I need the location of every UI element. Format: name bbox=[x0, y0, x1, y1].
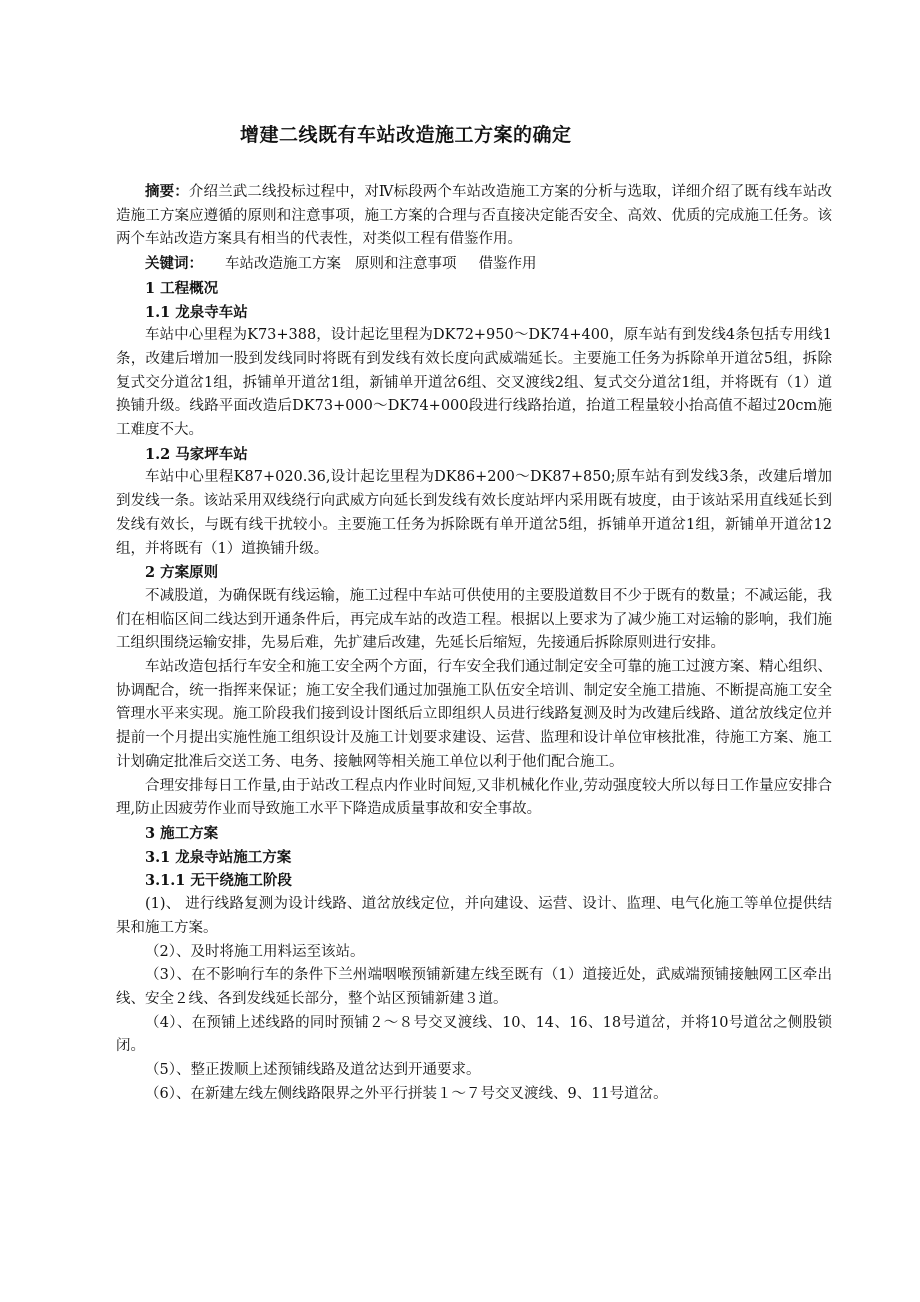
list-item: （3）、在不影响行车的条件下兰州端咽喉预铺新建左线至既有（1）道接近处，武威端预铺接触网工区牵出线、安全２线、各到发线延长部分，整个站区预铺新建３道。 bbox=[116, 967, 832, 1007]
section-heading-3-1: 3.1 龙泉寺站施工方案 bbox=[145, 848, 292, 866]
abstract-text: 介绍兰武二线投标过程中，对Ⅳ标段两个车站改造施工方案的分析与选取，详细介绍了既有线车站改造施工方案应遵循的原则和注意事项，施工方案的合理与否直接决定能否安全、高效、优质的完成施工任务。该两个车站改造方案具有相当的代表性，对类似工程有借鉴作用。 bbox=[116, 184, 833, 248]
paragraph: 车站改造包括行车安全和施工安全两个方面，行车安全我们通过制定安全可靠的施工过渡方案、精心组织、协调配合，统一指挥来保证；施工安全我们通过加强施工队伍安全培训、制定安全施工措施、不断提高施工安全管理水平来实现。施工阶段我们接到设计图纸后立即组织人员进行线路复测及时为改建后线路、道岔放线定位并提前一个月提出实施性施工组织设计及施工计划要求建设、运营、监理和设计单位审核批准，待施工方案、施工计划确定批准后交送工务、电务、接触网等相关施工单位以利于他们配合施工。 bbox=[116, 659, 832, 770]
document-title: 增建二线既有车站改造施工方案的确定 bbox=[240, 124, 572, 146]
document-body bbox=[116, 180, 832, 1106]
section-heading-1-1: 1.1 龙泉寺车站 bbox=[145, 303, 248, 321]
paragraph: 车站中心里程K87+020.36,设计起讫里程为DK86+200～DK87+850;原车站有到发线3条，改建后增加到发线一条。该站采用双线绕行向武威方向延长到发线有效长度站坪内采用既有坡度，由于该站采用直线延长到发线有效长，与既有线干扰较小。主要施工任务为拆除既有单开道岔5组，拆铺单开道岔1组，新铺单开道岔12组，并将既有（1）道换铺升级。 bbox=[116, 469, 832, 557]
section-heading-1-2: 1.2 马家坪车站 bbox=[145, 445, 248, 463]
list-item: （4）、在预铺上述线路的同时预铺２～８号交叉渡线、10、14、16、18号道岔，并将10号道岔之侧股锁闭。 bbox=[116, 1014, 832, 1055]
section-heading-1: 1 工程概况 bbox=[145, 279, 219, 297]
list-item: （5）、整正拨顺上述预铺线路及道岔达到开通要求。 bbox=[145, 1062, 481, 1079]
paragraph: 车站中心里程为K73+388，设计起讫里程为DK72+950～DK74+400，原车站有到发线4条包括专用线1条，改建后增加一股到发线同时将既有到发线有效长度向武威端延长。主要施工任务为拆除单开道岔5组，拆除复式交分道岔1组，拆铺单开道岔1组，新铺单开道岔6组、交叉渡线2组、复式交分道岔1组，并将既有（1）道换铺升级。线路平面改造后DK73+000～DK74+000段进行线路抬道，抬道工程量较小抬高值不超过20cm施工难度不大。 bbox=[116, 327, 832, 439]
section-heading-3: 3 施工方案 bbox=[145, 824, 219, 842]
section-heading-2: 2 方案原则 bbox=[145, 564, 219, 582]
keywords bbox=[116, 252, 832, 277]
keyword-item: 借鉴作用 bbox=[478, 256, 537, 273]
list-item: （6）、在新建左线左侧线路限界之外平行拼装１～７号交叉渡线、9、11号道岔。 bbox=[145, 1085, 668, 1102]
list-item: (1)、 进行线路复测为设计线路、道岔放线定位，并向建设、运营、设计、监理、电气化施工等单位提供结果和施工方案。 bbox=[116, 896, 832, 936]
section-heading-3-1-1: 3.1.1 无干绕施工阶段 bbox=[145, 872, 292, 890]
keyword-item: 原则和注意事项 bbox=[355, 256, 457, 273]
abstract-label: 摘要： bbox=[145, 183, 189, 200]
keyword-item: 车站改造施工方案 bbox=[225, 256, 341, 273]
abstract bbox=[116, 180, 832, 252]
paragraph: 不减股道，为确保既有线运输，施工过程中车站可供使用的主要股道数目不少于既有的数量；不减运能，我们在相临区间二线达到开通条件后，再完成车站的改造工程。根据以上要求为了减少施工对运输的影响，我们施工组织围绕运输安排，先易后难，先扩建后改建，先延长后缩短，先接通后拆除原则进行安排。 bbox=[116, 587, 832, 652]
list-item: （2）、及时将施工用料运至该站。 bbox=[145, 943, 365, 960]
keywords-label: 关键词： bbox=[145, 255, 203, 273]
paragraph: 合理安排每日工作量,由于站改工程点内作业时间短,又非机械化作业,劳动强度较大所以每日工作量应安排合理,防止因疲劳作业而导致施工水平下降造成质量事故和安全事故。 bbox=[116, 777, 832, 818]
